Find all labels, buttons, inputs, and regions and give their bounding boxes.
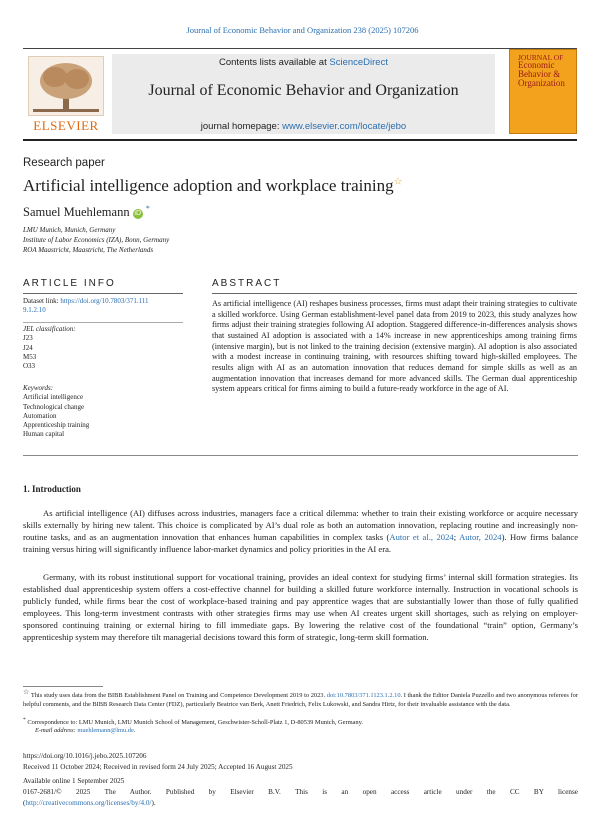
elsevier-logo (23, 54, 109, 134)
keywords-block (23, 384, 89, 440)
email-label: E-mail address: (35, 727, 78, 734)
dataset-link-cont[interactable]: 9.1.2.10 (23, 306, 46, 315)
abstract-end-rule (23, 455, 578, 456)
footnote-data-doi-link[interactable]: doi:10.7803/371.1123.1.2.10 (326, 692, 401, 700)
homepage-link[interactable]: www.elsevier.com/locate/jebo (282, 121, 407, 132)
dataset-label: Dataset link: (23, 297, 61, 305)
license-open: ( (23, 799, 26, 807)
footnote-star-text-a: This study uses data from the BIBB Establishment Panel on Training and Competence Development 2019 to 2023. (30, 692, 327, 700)
jel-code: J24 (23, 343, 33, 352)
license-link[interactable]: http://creativecommons.org/licenses/by/4.0/ (25, 799, 152, 807)
elsevier-tree-icon (28, 56, 104, 116)
cover-line-4: Organization (518, 78, 565, 88)
cover-line-2: Economic (518, 60, 555, 70)
email-link[interactable]: muehlemann@lmu.de (77, 727, 134, 734)
intro-p2-text: Germany, with its robust institutional support for vocational training, provides an ideal context for studying firms’ internal skill formation strategies. Its established dual apprenticeship system offers a cost-effective channel for building a skilled future workforce internally. Instruction in vocational schools is publicly funded, while firms bear the cost of workplace-based training and pay apprentice wages that are substantially lower than those of fully qualified employees. This long-term investment contrasts with other strategies firms may use when AI creates urgent skill shortages, such as relying on employer-sponsored continuing training or external hiring to fill immediate gaps. By lowering the relative cost of the foundational “train” option, Germany’s apprenticeship system may therefore tilt managerial decisions toward this form of strategic, long-term skill formation. (23, 572, 578, 643)
cover-line-1: JOURNAL OF (518, 53, 564, 62)
jel-code: M53 (23, 352, 37, 361)
keyword: Human capital (23, 430, 65, 439)
author-name[interactable]: Samuel Muehlemann (23, 205, 130, 220)
title-footnote-mark[interactable]: ☆ (393, 176, 403, 188)
email-end: . (133, 727, 136, 734)
available-online: Available online 1 September 2025 (23, 777, 125, 785)
homepage-line (112, 121, 495, 132)
license-link-line (23, 799, 156, 807)
article-type: Research paper (23, 157, 105, 169)
intro-p1-text-a: As artificial intelligence (AI) diffuses across industries, managers face a critical dilemma: whether to train their existing workforce or acquire necessary skills externally by hiring new talent. This choice is complicated by AI’s dual role as both an automation innovation, replacing routine and increasingly non-routine tasks, and as an augmentation innovation that enhances human capabilities in complex tasks ( (23, 508, 578, 543)
header-rule-top (23, 48, 577, 49)
received-dates: Received 11 October 2024; Received in revised form 24 July 2025; Accepted 16 August 2025 (23, 763, 293, 771)
journal-citation[interactable]: Journal of Economic Behavior and Organization 238 (2025) 107206 (186, 25, 419, 35)
contents-line (112, 57, 495, 68)
contents-prefix: Contents lists available at (219, 57, 330, 68)
article-title (23, 176, 403, 196)
journal-header-box (112, 54, 495, 134)
dataset-link-block (23, 297, 188, 316)
keyword: Automation (23, 411, 57, 420)
section-heading-introduction: 1. Introduction (23, 484, 81, 494)
keywords-label: Keywords: (23, 384, 54, 392)
publisher-name: ELSEVIER (33, 118, 99, 133)
footnote-corr-text: Correspondence to: LMU Munich, LMU Munich School of Management, Geschwister-Scholl-Platz 1, D-80539 Munich, Germany. (27, 719, 363, 727)
footnote-star-text-b: . I thank the Editor Daniela Puzzello and two anonymous referees for helpful comments, and the BIBB Research Data Center (FDZ), particularly Beatrice van Berk, Anett Friedrich, Felix Lukowski, and Sandra Hirtz, for their invaluable assistance with the data. (23, 692, 578, 709)
jel-label: JEL classification: (23, 325, 76, 333)
intro-paragraph-2 (23, 571, 578, 644)
citation-separator: ; (453, 532, 460, 543)
article-title-text: Artificial intelligence adoption and workplace training (23, 176, 394, 195)
affiliation-3: ROA Maastricht, Maastricht, The Netherlands (23, 246, 154, 254)
keyword: Artificial intelligence (23, 393, 84, 402)
jel-code: J23 (23, 334, 33, 343)
dataset-rule (23, 322, 183, 323)
article-info-rule (23, 293, 183, 294)
affiliation-2: Institute of Labor Economics (IZA), Bonn, Germany (23, 236, 170, 244)
intro-paragraph-1 (23, 507, 578, 555)
footnote-star (23, 688, 578, 710)
abstract-text: As artificial intelligence (AI) reshapes business processes, firms must adapt their training strategies to cultivate a skilled workforce. Using German establishment-level panel data from 2019 to 2023, this study analyzes how firms adjust their training strategies following AI adoption. Staggered difference-in-differences analysis shows that sustained AI adoption is associated with a 14% increase in new apprenticeships among training firms (intensive margin), but is not linked to the training decision (extensive margin). AI adoption is also associated with a modest increase in continuing training, with resources shifting toward high-skilled employees. The results align with AI as an automation innovation that reduces demand for simple skills as well as an augmentation innovation that increases demand for more advanced skills. The German dual apprenticeship system appears critical for firms aiming to build a future-ready workforce in the age of AI. (212, 299, 577, 394)
license-close: ). (151, 799, 156, 807)
author-correspondence-mark[interactable]: * (145, 204, 150, 213)
license-line: 0167-2681/© 2025 The Author. Published by Elsevier B.V. This is an open access article under the CC BY license (23, 788, 578, 796)
jel-code: O33 (23, 362, 36, 371)
intro-p1-text-b: ). How firms balance training versus hiring will significantly influence labor-market dynamics and policy priorities in the AI era. (23, 532, 579, 555)
orcid-icon[interactable]: iD (134, 210, 142, 218)
sciencedirect-link[interactable]: ScienceDirect (329, 57, 388, 68)
header-rule-bottom (23, 139, 577, 141)
jel-block (23, 325, 76, 371)
homepage-prefix: journal homepage: (200, 121, 283, 132)
cover-line-3: Behavior & (518, 69, 561, 79)
dataset-link[interactable]: https://doi.org/10.7803/371.111 (60, 297, 149, 305)
journal-cover (509, 49, 577, 134)
abstract-heading: ABSTRACT (212, 278, 282, 289)
footnote-rule (23, 686, 103, 687)
article-info-heading: ARTICLE INFO (23, 278, 116, 289)
abstract-rule (212, 293, 577, 294)
keyword: Apprenticeship training (23, 421, 90, 430)
cover-title (518, 54, 576, 88)
keyword: Technological change (23, 402, 85, 411)
citation-link-autor-et-al-2024[interactable]: Autor et al., 2024 (389, 532, 454, 543)
author-line (23, 204, 150, 220)
footnote-star-mark: ☆ (23, 688, 30, 696)
affiliation-1: LMU Munich, Munich, Germany (23, 226, 116, 234)
footnote-corr-mark: * (23, 717, 26, 723)
footnote-email (35, 726, 575, 735)
citation-link-autor-2024[interactable]: Autor, 2024 (459, 532, 502, 543)
article-doi-link[interactable]: https://doi.org/10.1016/j.jebo.2025.107206 (23, 752, 147, 760)
journal-title: Journal of Economic Behavior and Organization (148, 82, 459, 99)
